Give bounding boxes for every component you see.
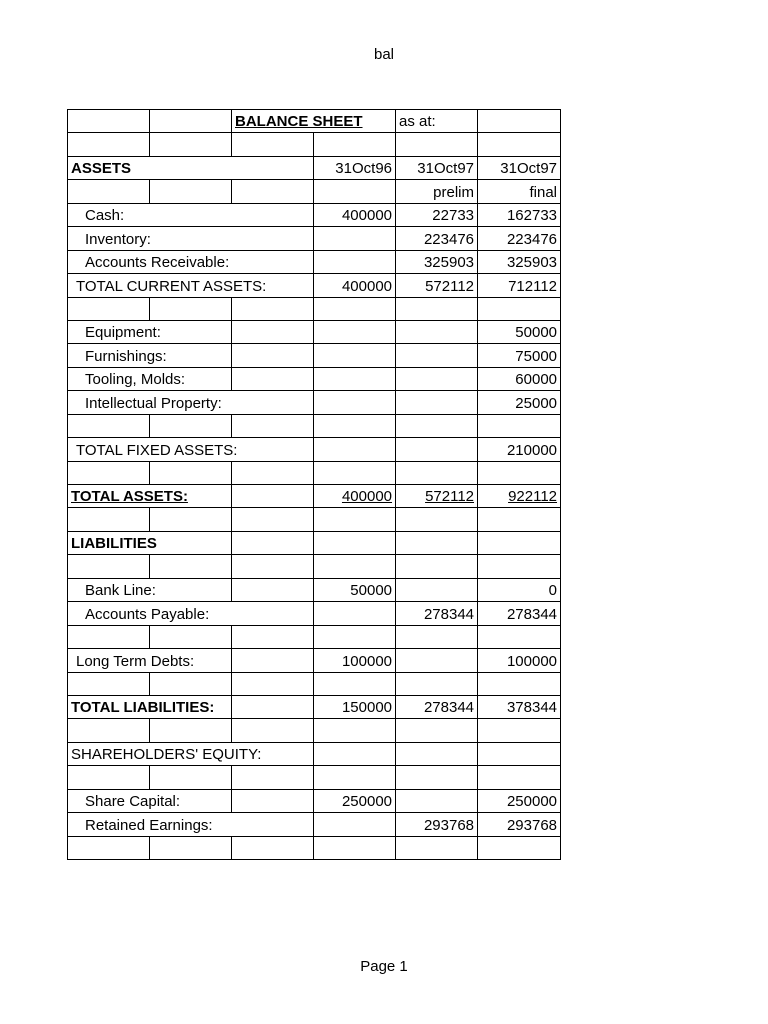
table-row: [68, 742, 561, 765]
table-row: [68, 813, 561, 836]
cell-value: 293768: [396, 813, 478, 836]
table-row: [68, 156, 561, 179]
cell-value: 712112: [478, 274, 561, 297]
col-header-31oct97-final: 31Oct97: [478, 156, 561, 179]
cell-value: 210000: [478, 438, 561, 461]
table-row: [68, 297, 561, 320]
row-label-total-current-assets: TOTAL CURRENT ASSETS:: [68, 274, 314, 297]
sheet-title: BALANCE SHEET: [232, 110, 396, 133]
row-label-tooling-molds: Tooling, Molds:: [68, 367, 232, 390]
cell-value: 50000: [478, 320, 561, 343]
cell-value: 25000: [478, 391, 561, 414]
cell-value: 250000: [478, 789, 561, 812]
cell-value: 572112: [396, 485, 478, 508]
row-label-bank-line: Bank Line:: [68, 578, 232, 601]
table-row: [68, 531, 561, 554]
table-row: [68, 695, 561, 718]
cell-value: 278344: [396, 695, 478, 718]
cell-value: 572112: [396, 274, 478, 297]
cell-value: 400000: [314, 485, 396, 508]
table-row: [68, 414, 561, 437]
cell-value: 60000: [478, 367, 561, 390]
cell-value: 325903: [478, 250, 561, 273]
cell-value: 162733: [478, 203, 561, 226]
table-row: [68, 391, 561, 414]
row-label-furnishings: Furnishings:: [68, 344, 232, 367]
cell-value: 0: [478, 578, 561, 601]
cell-value: 325903: [396, 250, 478, 273]
table-row: [68, 555, 561, 578]
table-row: [68, 719, 561, 742]
row-label-total-assets: TOTAL ASSETS:: [68, 485, 232, 508]
row-label-inventory: Inventory:: [68, 227, 314, 250]
section-assets: ASSETS: [68, 156, 314, 179]
col-subheader-prelim: prelim: [396, 180, 478, 203]
section-liabilities: LIABILITIES: [68, 531, 232, 554]
table-row: [68, 602, 561, 625]
table-row: [68, 320, 561, 343]
table-row: [68, 625, 561, 648]
page-header: bal: [373, 46, 395, 63]
table-row: [68, 133, 561, 156]
table-row: [68, 672, 561, 695]
table-row: [68, 344, 561, 367]
cell-value: 100000: [314, 649, 396, 672]
table-row: [68, 508, 561, 531]
cell-value: 400000: [314, 203, 396, 226]
row-label-retained-earnings: Retained Earnings:: [68, 813, 314, 836]
table-row: [68, 438, 561, 461]
row-label-accounts-payable: Accounts Payable:: [68, 602, 314, 625]
cell-value: 378344: [478, 695, 561, 718]
table-row: [68, 485, 561, 508]
cell-value: 922112: [478, 485, 561, 508]
table-row: [68, 461, 561, 484]
balance-sheet-table: [67, 109, 561, 860]
section-shareholders-equity: SHAREHOLDERS' EQUITY:: [68, 742, 314, 765]
table-row: [68, 110, 561, 133]
table-row: [68, 578, 561, 601]
row-label-equipment: Equipment:: [68, 320, 232, 343]
col-subheader-final: final: [478, 180, 561, 203]
row-label-cash: Cash:: [68, 203, 314, 226]
col-header-31oct96: 31Oct96: [314, 156, 396, 179]
cell-value: 50000: [314, 578, 396, 601]
table-row: [68, 203, 561, 226]
table-row: [68, 789, 561, 812]
cell-value: 278344: [396, 602, 478, 625]
row-label-share-capital: Share Capital:: [68, 789, 232, 812]
row-label-total-fixed-assets: TOTAL FIXED ASSETS:: [68, 438, 314, 461]
cell-value: 278344: [478, 602, 561, 625]
cell-value: 75000: [478, 344, 561, 367]
cell-value: 293768: [478, 813, 561, 836]
row-label-intellectual-property: Intellectual Property:: [68, 391, 314, 414]
table-row: [68, 180, 561, 203]
col-header-31oct97-prelim: 31Oct97: [396, 156, 478, 179]
row-label-accounts-receivable: Accounts Receivable:: [68, 250, 314, 273]
table-row: [68, 836, 561, 859]
row-label-long-term-debts: Long Term Debts:: [68, 649, 232, 672]
cell-value: 400000: [314, 274, 396, 297]
table-row: [68, 250, 561, 273]
table-row: [68, 367, 561, 390]
as-at-label: as at:: [396, 110, 478, 133]
cell-value: 100000: [478, 649, 561, 672]
cell-value: 223476: [396, 227, 478, 250]
table-row: [68, 766, 561, 789]
cell-value: 22733: [396, 203, 478, 226]
table-row: [68, 227, 561, 250]
table-row: [68, 274, 561, 297]
table-row: [68, 649, 561, 672]
cell-value: 150000: [314, 695, 396, 718]
row-label-total-liabilities: TOTAL LIABILITIES:: [68, 695, 232, 718]
page-number: Page 1: [360, 958, 408, 975]
cell-value: 250000: [314, 789, 396, 812]
cell-value: 223476: [478, 227, 561, 250]
